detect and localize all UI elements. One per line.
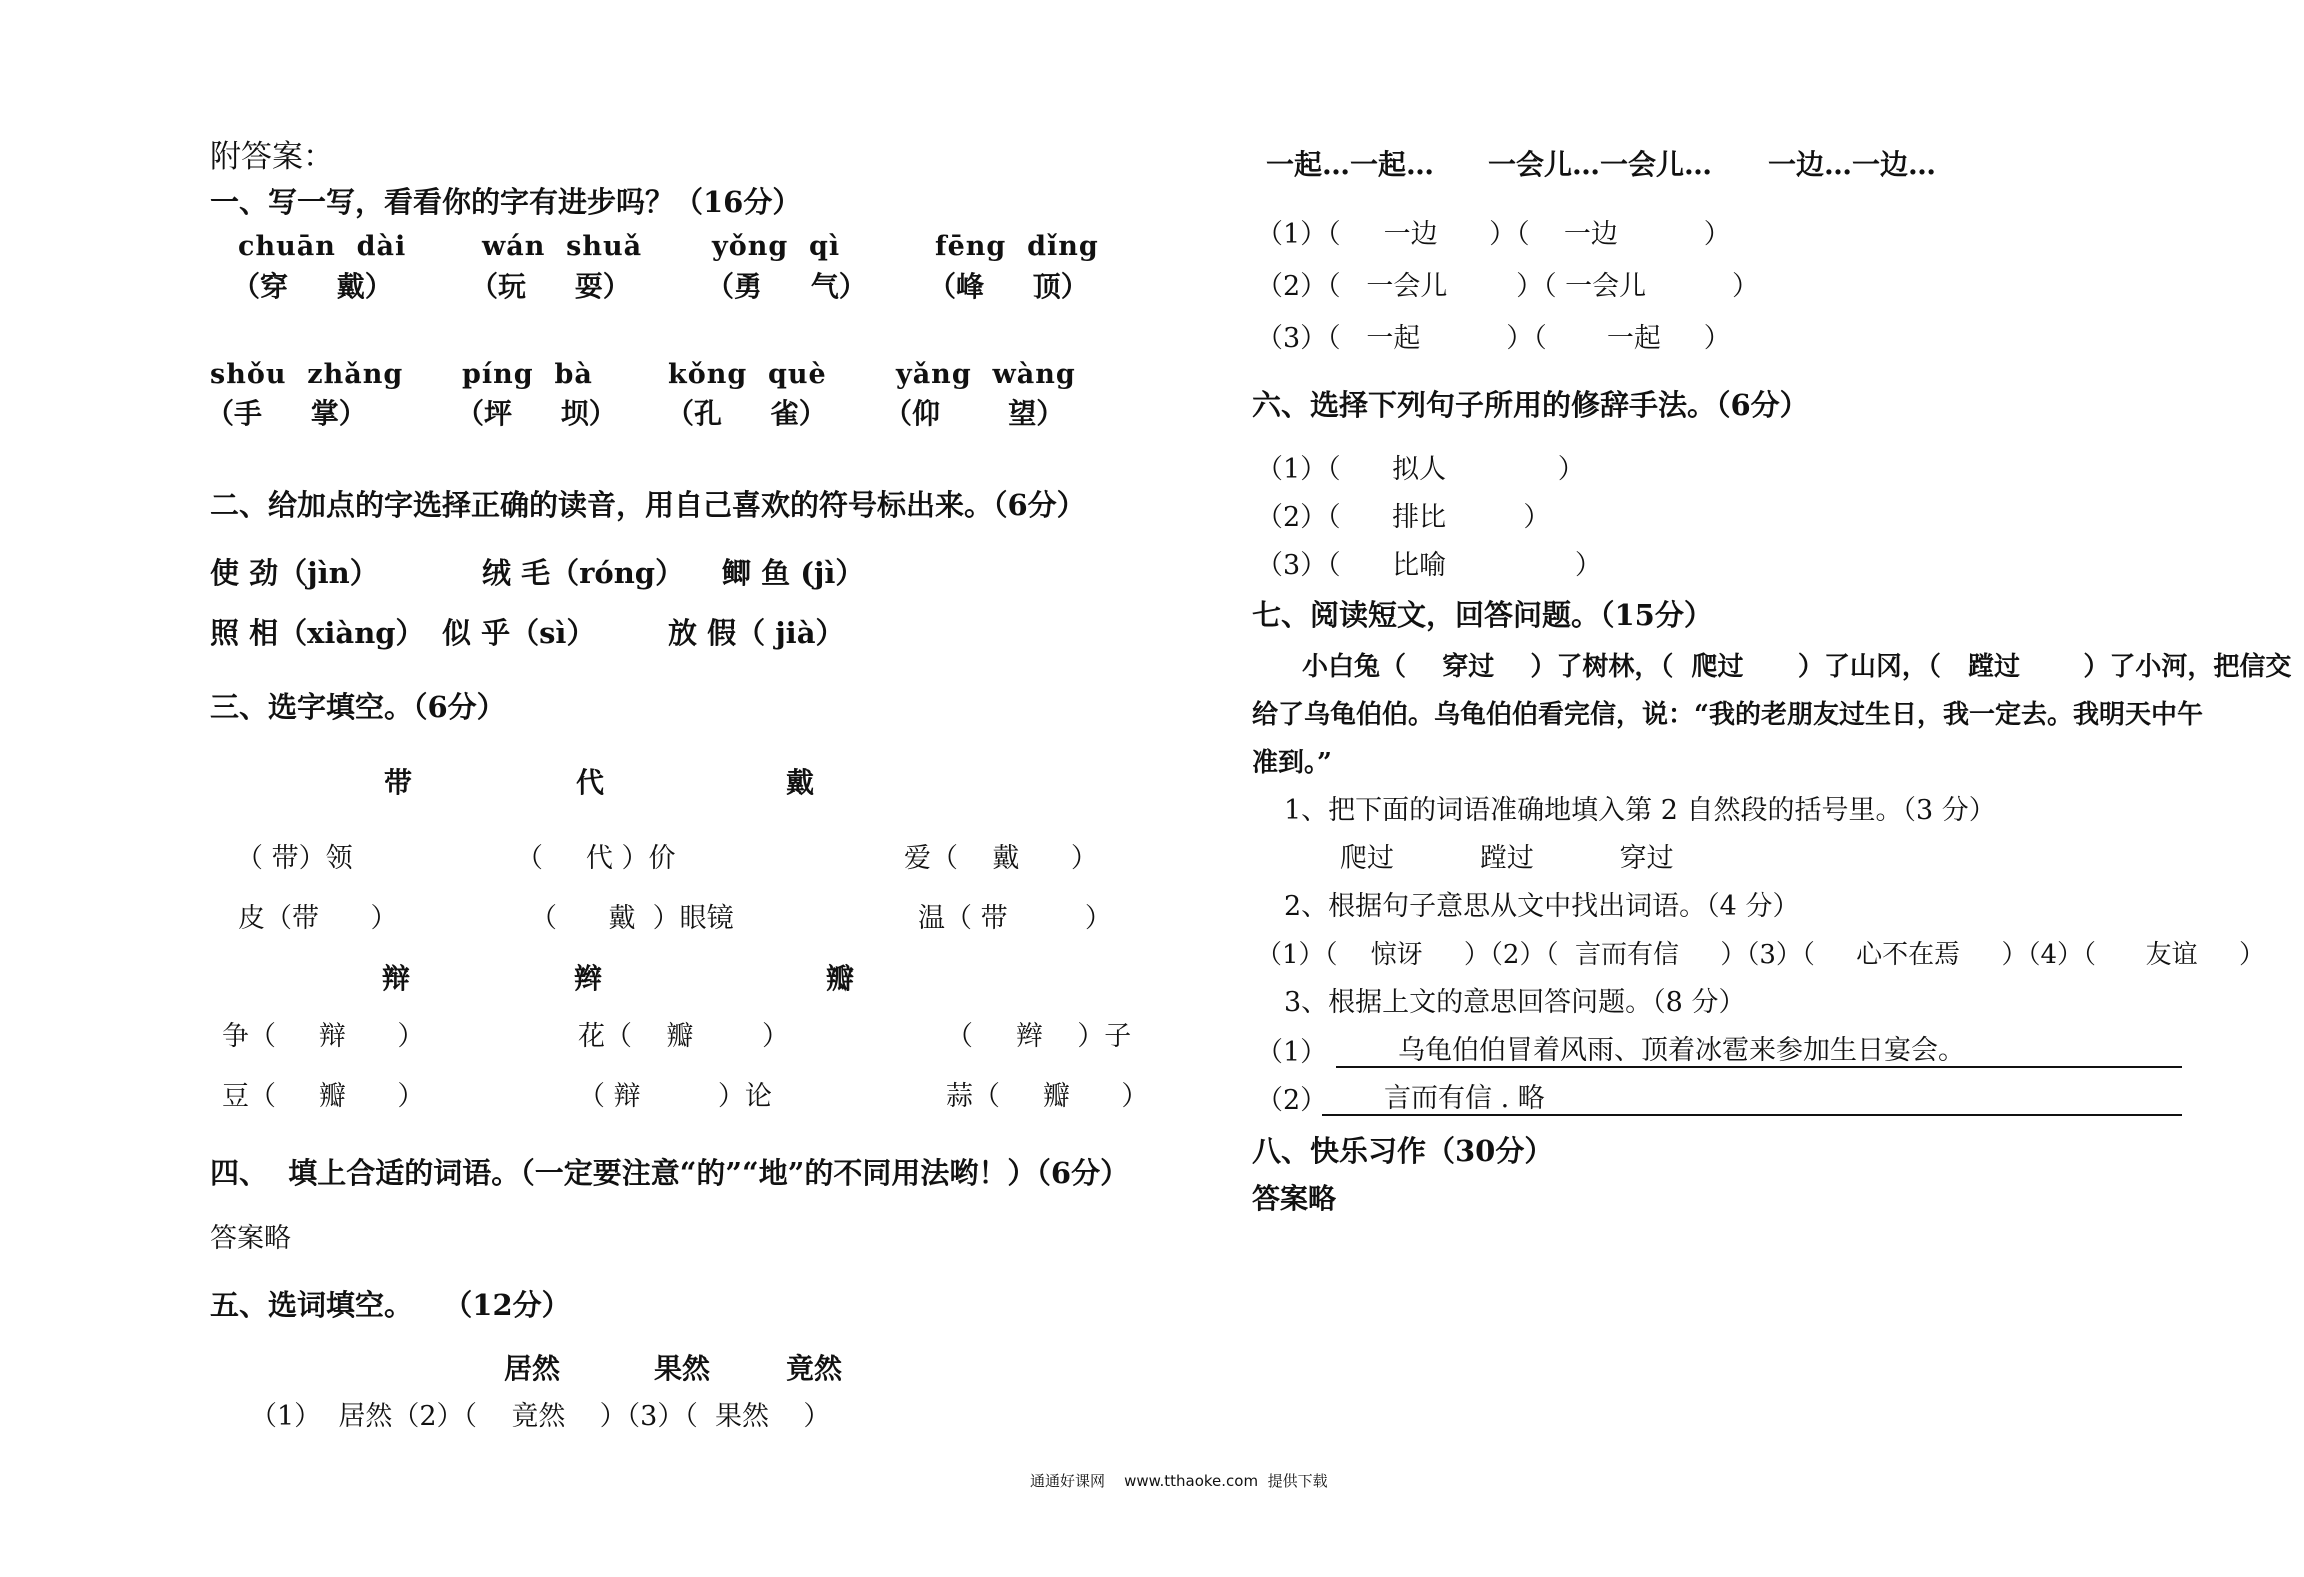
reading-item-3: 鲫 鱼 (jì） [722, 556, 865, 590]
question-2-answer: （1）（ 惊讶 ）（2）（ 言而有信 ）（3）（ 心不在焉 ）（4）（ 友谊 ） [1256, 940, 2265, 970]
section-4-answer: 答案略 [210, 1223, 291, 1254]
section-4-heading: 四、 填上合适的词语。（一定要注意“的”“地”的不同用法哟！）（6分） [210, 1156, 1130, 1190]
passage-line-1: 小白兔（ 穿过 ）了树林，（ 爬过 ）了山冈，（ 蹚过 ）了小河，把信交 [1302, 652, 2292, 682]
section-6-heading: 六、选择下列句子所用的修辞手法。（6分） [1252, 388, 1809, 422]
fill-item-7: 争（ 辩 ） [222, 1021, 425, 1052]
fill-item-12: 蒜（ 瓣 ） [946, 1081, 1149, 1112]
section-5-heading: 五、选词填空。 （12分） [210, 1288, 571, 1322]
chars-5: （手 掌） [206, 397, 367, 430]
rhetoric-answer-2: （2）（ 排比 ） [1256, 502, 1551, 533]
section-8-answer: 答案略 [1252, 1182, 1337, 1215]
rhetoric-answer-3: （3）（ 比喻 ） [1256, 550, 1602, 581]
fill-item-2: （ 代 ）价 [516, 843, 676, 874]
fill-item-9: （ 辫 ）子 [946, 1021, 1132, 1052]
question-3-1-label: （1） [1256, 1037, 1328, 1068]
chars-3: （勇 气） [706, 270, 867, 303]
section-1-heading: 一、写一写，看看你的字有进步吗？（16分） [210, 185, 802, 219]
fill-item-4: 皮（带 ） [238, 903, 398, 934]
word-option-3: 竟然 [786, 1352, 843, 1385]
question-2: 2、根据句子意思从文中找出词语。（4 分） [1284, 891, 1800, 922]
chars-1: （穿 戴） [232, 270, 393, 303]
section-7-heading: 七、阅读短文，回答问题。（15分） [1252, 598, 1713, 632]
pinyin-7: kǒng què [668, 359, 827, 390]
question-1-words: 爬过 蹚过 穿过 [1340, 843, 1674, 874]
reading-item-5: 似 乎（sì） [442, 616, 596, 650]
pinyin-2: wán shuǎ [482, 231, 643, 262]
chars-7: （孔 雀） [666, 397, 827, 430]
pinyin-3: yǒng qì [712, 231, 841, 262]
question-3-2-answer: 言而有信 . 略 [1384, 1083, 1545, 1114]
reading-item-4: 照 相（xiàng） [210, 616, 425, 650]
answer-line-1 [1336, 1066, 2182, 1068]
reading-item-1: 使 劲（jìn） [210, 556, 379, 590]
passage-line-3: 准到。” [1252, 748, 1332, 778]
chars-6: （坪 坝） [456, 397, 617, 430]
word-option-1: 居然 [504, 1352, 561, 1385]
choice-char-ban: 瓣 [826, 962, 855, 995]
right-word-option-3: 一边…一边… [1768, 148, 1937, 181]
chars-8: （仰 望） [884, 397, 1065, 430]
answer-line-2 [1322, 1114, 2182, 1116]
page-title: 附答案： [210, 139, 334, 175]
passage-line-2: 给了乌龟伯伯。乌龟伯伯看完信，说：“我的老朋友过生日，我一定去。我明天中午 [1252, 700, 2203, 730]
pinyin-1: chuān dài [238, 231, 407, 262]
choice-char-dai-2: 代 [576, 766, 605, 799]
choice-char-bian-2: 辫 [574, 962, 603, 995]
fill-item-8: 花（ 瓣 ） [578, 1021, 789, 1052]
right-word-option-1: 一起…一起… [1266, 148, 1435, 181]
choice-char-dai-1: 带 [384, 766, 413, 799]
right-answer-1: （1）（ 一边 ）（ 一边 ） [1256, 219, 1731, 250]
right-answer-2: （2）（ 一会儿 ）（ 一会儿 ） [1256, 271, 1759, 302]
question-1: 1、把下面的词语准确地填入第 2 自然段的括号里。（3 分） [1284, 795, 1996, 826]
fill-item-11: （ 辩 ）论 [578, 1081, 772, 1112]
word-option-2: 果然 [654, 1352, 711, 1385]
section-3-heading: 三、选字填空。（6分） [210, 690, 506, 724]
pinyin-6: píng bà [462, 359, 593, 390]
pinyin-5: shǒu zhǎng [210, 359, 404, 390]
right-answer-3: （3）（ 一起 ）（ 一起 ） [1256, 323, 1731, 354]
choice-char-dai-3: 戴 [786, 766, 815, 799]
rhetoric-answer-1: （1）（ 拟人 ） [1256, 454, 1585, 485]
reading-item-6: 放 假（ jià） [668, 616, 845, 650]
chars-2: （玩 耍） [470, 270, 631, 303]
question-3-1-answer: 乌龟伯伯冒着风雨、顶着冰雹来参加生日宴会。 [1398, 1035, 1965, 1066]
fill-item-3: 爱（ 戴 ） [904, 843, 1098, 874]
choice-char-bian-1: 辩 [382, 962, 411, 995]
fill-item-10: 豆（ 瓣 ） [222, 1081, 425, 1112]
section-5-answer: （1） 居然（2）（ 竟然 ）（3）（ 果然 ） [250, 1401, 831, 1432]
footer-credit: 通通好课网 www.tthaoke.com 提供下载 [1030, 1472, 1328, 1490]
right-word-option-2: 一会儿…一会儿… [1488, 148, 1713, 181]
section-8-heading: 八、快乐习作（30分） [1252, 1134, 1554, 1168]
fill-item-5: （ 戴 ）眼镜 [530, 903, 734, 934]
fill-item-6: 温（ 带 ） [918, 903, 1112, 934]
section-2-heading: 二、给加点的字选择正确的读音，用自己喜欢的符号标出来。（6分） [210, 488, 1086, 522]
reading-item-2: 绒 毛（róng） [482, 556, 685, 590]
pinyin-4: fēng dǐng [935, 231, 1099, 262]
question-3-2-label: （2） [1256, 1085, 1328, 1116]
fill-item-1: （ 带）领 [236, 843, 353, 874]
chars-4: （峰 顶） [928, 270, 1089, 303]
pinyin-8: yǎng wàng [896, 359, 1076, 390]
question-3: 3、根据上文的意思回答问题。（8 分） [1284, 987, 1746, 1018]
